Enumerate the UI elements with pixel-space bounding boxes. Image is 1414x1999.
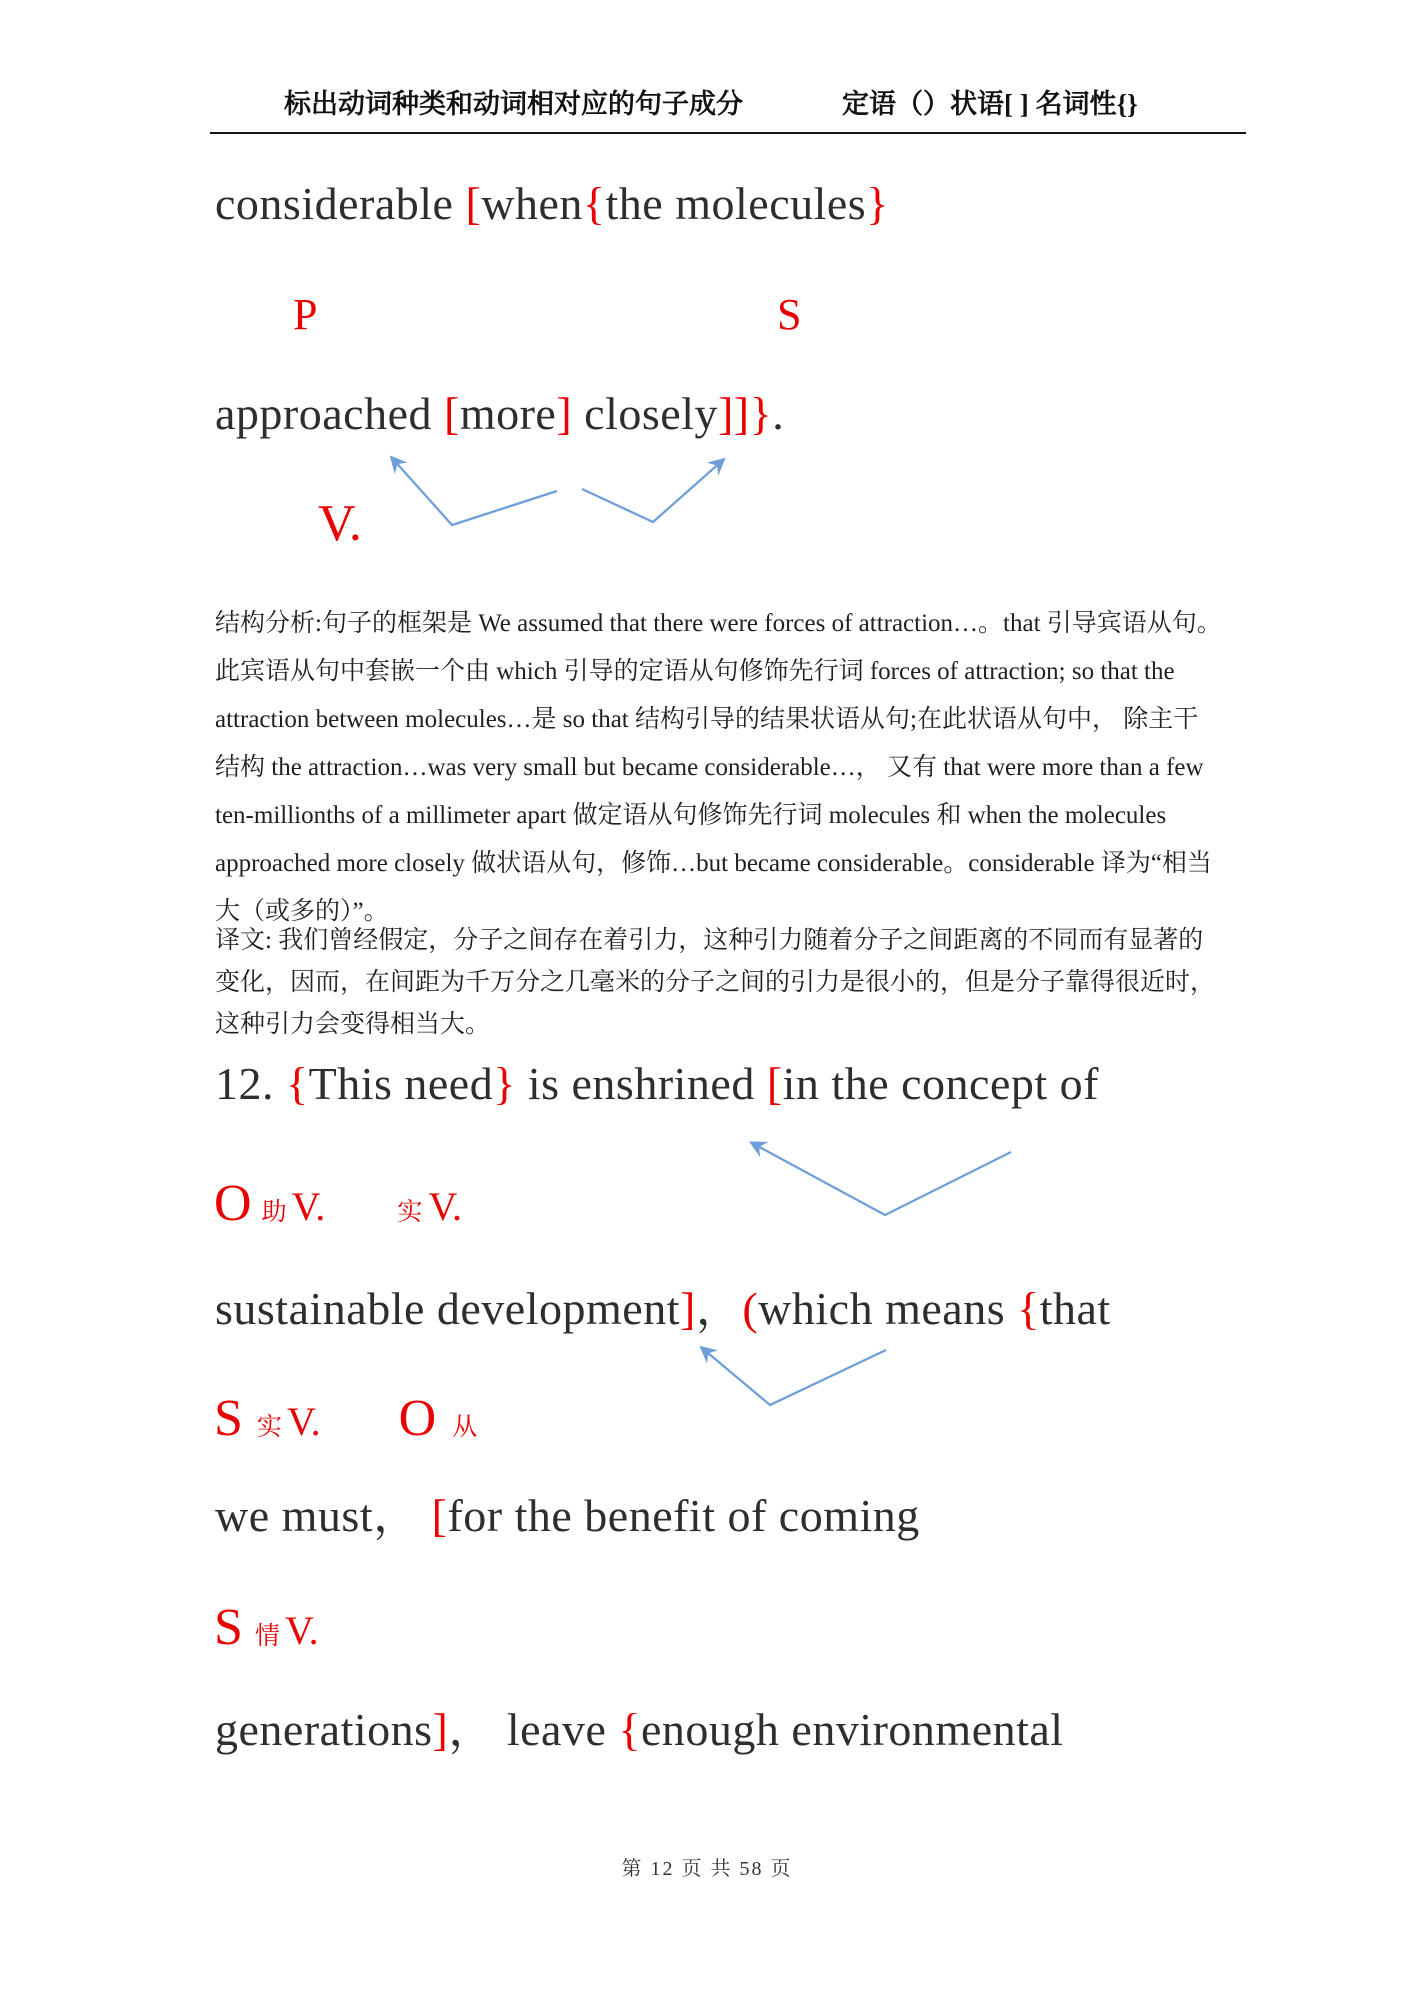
analysis-paragraph	[215, 600, 1222, 936]
page-number: 第 12 页 共 58 页	[621, 1858, 793, 1880]
sentence12-line4: generations]， leave {enough environmental	[215, 1704, 1064, 1755]
label-row-subject-modal: S情 V.	[214, 1599, 319, 1656]
paragraph-line: 变化，因而，在间距为千万分之几毫米的分子之间的引力是很小的，但是分子靠得很近时，	[215, 969, 1216, 996]
translation-paragraph	[215, 920, 1215, 1046]
label-row-subject-object: S实 V. O 从	[214, 1390, 478, 1447]
paragraph-line: approached more closely 做状语从句，修饰…but became considerable。considerable 译为“相当	[215, 850, 1212, 877]
arrow-to-approached	[392, 458, 557, 525]
arrow-to-enshrined	[752, 1143, 1011, 1215]
arrow-to-development	[702, 1348, 886, 1405]
sentence12-line3: we must， [for the benefit of coming	[215, 1490, 920, 1541]
label-subject-s: S	[777, 290, 802, 339]
paragraph-line: ten-millionths of a millimeter apart 做定语从句修饰先行词 molecules 和 when the molecules	[215, 802, 1167, 829]
paragraph-line: 结构分析:句子的框架是 We assumed that there were forces of attraction…。that 引导宾语从句。	[215, 610, 1222, 637]
sentence12-line1: 12. {This need} is enshrined [in the concept of	[215, 1058, 1099, 1109]
label-verb-v: V.	[318, 495, 362, 552]
sentence12-line2: sustainable development]，(which means {that	[215, 1283, 1111, 1334]
paragraph-line: 此宾语从句中套嵌一个由 which 引导的定语从句修饰先行词 forces of attraction; so that the	[215, 658, 1175, 685]
header-title: 标出动词种类和动词相对应的句子成分	[284, 89, 743, 119]
paragraph-line: 译文: 我们曾经假定，分子之间存在着引力，这种引力随着分子之间距离的不同而有显著的	[215, 927, 1204, 954]
paragraph-line: 大（或多的）”。	[215, 898, 389, 925]
sentence1-line1: considerable [when{the molecules}	[215, 178, 889, 229]
header-underline	[210, 132, 1246, 134]
arrow-to-closely	[582, 460, 723, 522]
header-legend: 定语（）状语[ ] 名词性{}	[842, 89, 1138, 119]
paragraph-line: attraction between molecules…是 so that 结构引导的结果状语从句;在此状语从句中， 除主干	[215, 706, 1199, 733]
paragraph-line: 结构 the attraction…was very small but became considerable…， 又有 that were more than a few	[215, 754, 1204, 781]
sentence1-line2: approached [more] closely]]}.	[215, 388, 785, 439]
label-predicate-p: P	[293, 290, 318, 339]
paragraph-line: 这种引力会变得相当大。	[215, 1011, 491, 1038]
label-row-object-verbs: O助 V. 实 V.	[214, 1175, 463, 1232]
